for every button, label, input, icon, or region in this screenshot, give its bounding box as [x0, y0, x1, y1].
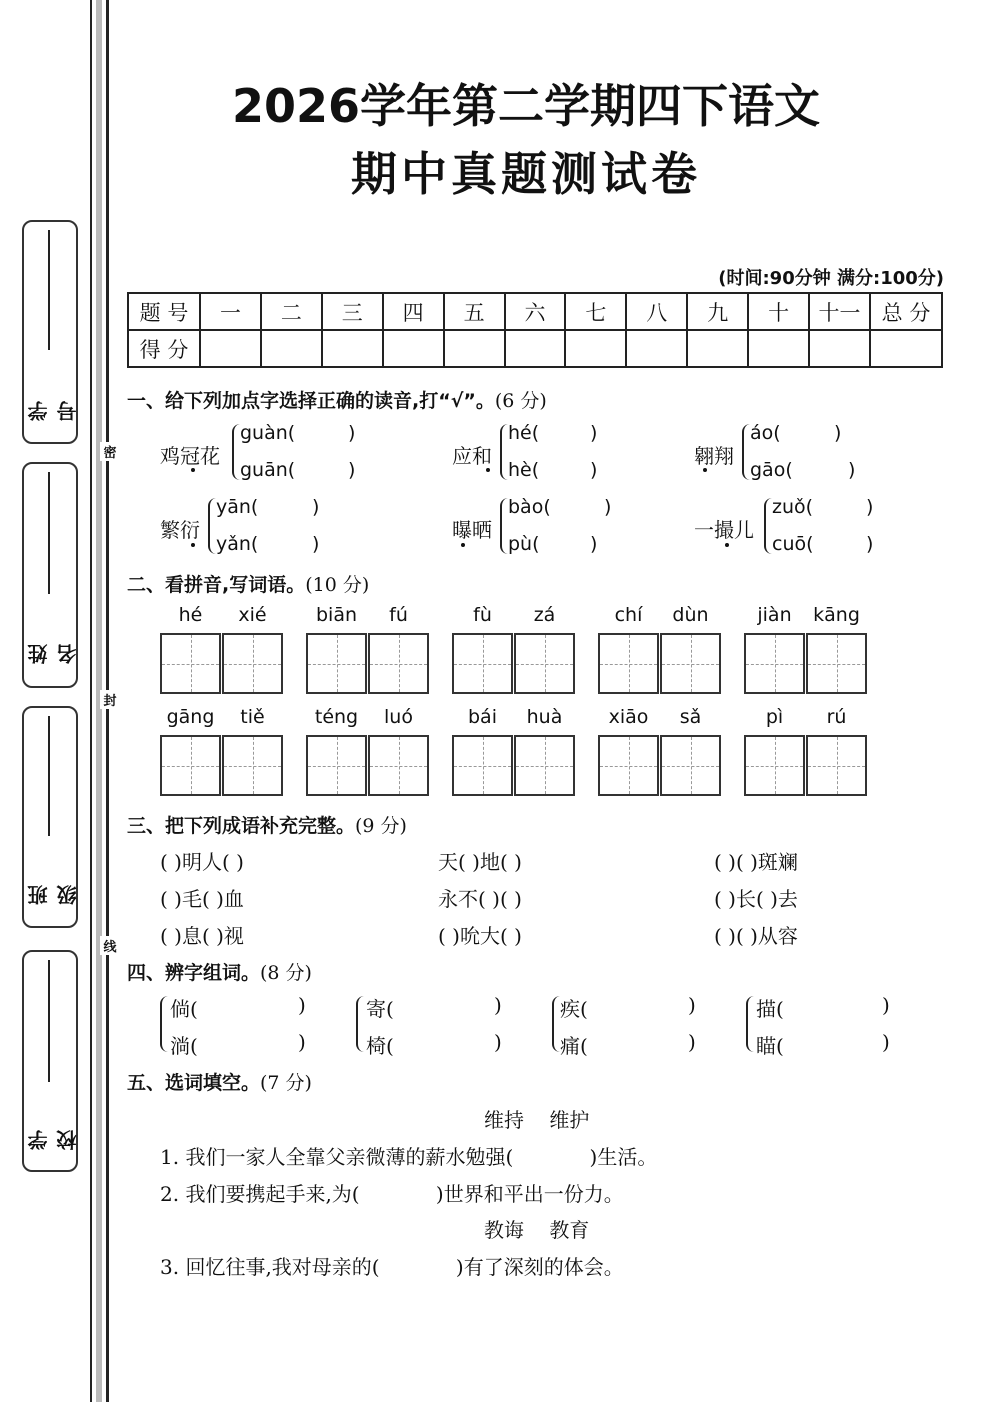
pinyin-syllable: huà	[526, 706, 563, 728]
s1-word-2: 应和	[452, 444, 492, 468]
writing-box[interactable]	[806, 735, 867, 796]
pinyin-syllable: pì	[765, 706, 784, 728]
paren-close: )	[866, 496, 874, 518]
question-2[interactable]: 2. 我们要携起手来,为( )世界和平出一份力。	[160, 1182, 624, 1206]
s1-word-4: 繁衍	[160, 518, 200, 542]
header-cell: 一	[200, 293, 261, 330]
student-id-label: 学 号	[27, 383, 80, 421]
writing-box[interactable]	[368, 735, 429, 796]
score-cell[interactable]	[809, 330, 870, 367]
header-cell: 十一	[809, 293, 870, 330]
s1-opt[interactable]: guān(	[240, 459, 296, 481]
s1-opt[interactable]: cuō(	[772, 533, 814, 555]
paren-close: )	[494, 1030, 502, 1054]
question-1[interactable]: 1. 我们一家人全靠父亲微薄的薪水勉强( )生活。	[160, 1145, 658, 1169]
header-cell: 题 号	[128, 293, 200, 330]
pinyin-syllable: xié	[238, 604, 267, 626]
paren-close: )	[590, 533, 598, 555]
writing-box[interactable]	[160, 735, 221, 796]
score-cell[interactable]	[505, 330, 566, 367]
s1-opt[interactable]: zuǒ(	[772, 496, 814, 518]
writing-box[interactable]	[306, 633, 367, 694]
student-name-box[interactable]	[22, 462, 78, 688]
paren-close: )	[882, 993, 890, 1017]
seal-mark-feng: 封	[100, 690, 120, 709]
section5-heading: 五、选词填空。(7 分)	[127, 1072, 312, 1094]
question-3[interactable]: 3. 回忆往事,我对母亲的( )有了深刻的体会。	[160, 1255, 624, 1279]
s1-opt[interactable]: áo(	[750, 422, 781, 444]
header-cell: 十	[748, 293, 809, 330]
paren-close: )	[348, 459, 356, 481]
header-cell: 二	[261, 293, 322, 330]
writing-box[interactable]	[598, 633, 659, 694]
exam-info: (时间:90分钟 满分:100分)	[718, 268, 944, 289]
score-cell[interactable]	[870, 330, 942, 367]
idiom-blank[interactable]: ( )( )斑斓	[714, 850, 798, 874]
char-group-item[interactable]: 寄(	[366, 997, 394, 1021]
pinyin-syllable: téng	[314, 706, 359, 728]
paren-close: )	[348, 422, 356, 444]
pinyin-syllable: rú	[826, 706, 847, 728]
pinyin-syllable: fú	[389, 604, 408, 626]
class-box[interactable]	[22, 706, 78, 928]
idiom-blank[interactable]: ( )息( )视	[160, 924, 244, 948]
header-cell: 六	[505, 293, 566, 330]
writing-box[interactable]	[306, 735, 367, 796]
header-cell: 五	[444, 293, 505, 330]
score-cell[interactable]	[261, 330, 322, 367]
emphasis-dot	[191, 468, 195, 472]
paren-close: )	[590, 422, 598, 444]
s1-word-6: 一撮儿	[694, 518, 754, 542]
section2-heading: 二、看拼音,写词语。(10 分)	[127, 574, 370, 596]
writing-box[interactable]	[222, 633, 283, 694]
idiom-blank[interactable]: ( )长( )去	[714, 887, 798, 911]
section4-heading: 四、辨字组词。(8 分)	[127, 962, 312, 984]
emphasis-dot	[725, 543, 729, 547]
pinyin-syllable: gāng	[166, 706, 215, 728]
class-label: 班 级	[27, 867, 80, 905]
score-table-score-row	[128, 330, 942, 367]
writing-box[interactable]	[368, 633, 429, 694]
char-group-item[interactable]: 倘(	[170, 997, 198, 1021]
word-choices-2: 教诲 教育	[484, 1218, 590, 1242]
emphasis-dot	[191, 543, 195, 547]
paren-close: )	[848, 459, 856, 481]
pinyin-syllable: luó	[384, 706, 413, 728]
pinyin-syllable: zá	[533, 604, 556, 626]
brace	[160, 996, 170, 1052]
score-cell[interactable]	[322, 330, 383, 367]
writing-box[interactable]	[514, 633, 575, 694]
s1-opt[interactable]: hé(	[508, 422, 540, 444]
char-group-item[interactable]: 描(	[756, 997, 784, 1021]
s1-opt[interactable]: yān(	[216, 496, 259, 518]
char-group-item[interactable]: 痛(	[560, 1034, 588, 1058]
seal-mark-mi: 密	[100, 442, 120, 461]
pinyin-syllable: chí	[614, 604, 643, 626]
word-choices-1: 维持 维护	[484, 1108, 590, 1132]
s1-word-5: 曝晒	[452, 518, 492, 542]
paren-close: )	[688, 1030, 696, 1054]
pinyin-syllable: bái	[468, 706, 497, 728]
paren-close: )	[312, 533, 320, 555]
paren-close: )	[494, 993, 502, 1017]
header-cell: 八	[626, 293, 687, 330]
idiom-blank[interactable]: ( )明人( )	[160, 850, 244, 874]
char-group-item[interactable]: 瞄(	[756, 1034, 784, 1058]
writing-box[interactable]	[744, 633, 805, 694]
s1-opt[interactable]: yǎn(	[216, 533, 259, 555]
writing-box[interactable]	[660, 735, 721, 796]
idiom-blank[interactable]: ( )毛( )血	[160, 887, 244, 911]
s1-word-1: 鸡冠花	[160, 444, 220, 468]
writing-box[interactable]	[514, 735, 575, 796]
writing-box[interactable]	[744, 735, 805, 796]
section1-heading: 一、给下列加点字选择正确的读音,打“√”。(6 分)	[127, 390, 547, 412]
score-table	[127, 292, 943, 368]
student-name-label: 姓 名	[27, 626, 80, 664]
writing-box[interactable]	[222, 735, 283, 796]
school-box[interactable]	[22, 950, 78, 1172]
emphasis-dot	[461, 543, 465, 547]
idiom-blank[interactable]: ( )( )从容	[714, 924, 798, 948]
pinyin-syllable: tiě	[240, 706, 265, 728]
emphasis-dot	[486, 468, 490, 472]
paren-close: )	[312, 496, 320, 518]
writing-box[interactable]	[660, 633, 721, 694]
s1-opt[interactable]: pù(	[508, 533, 540, 555]
pinyin-syllable: sǎ	[679, 706, 702, 728]
header-cell: 三	[322, 293, 383, 330]
pinyin-syllable: xiāo	[608, 706, 649, 728]
seal-mark-xian: 线	[100, 936, 120, 955]
score-cell[interactable]	[200, 330, 261, 367]
s1-word-3: 翱翔	[694, 444, 734, 468]
s1-opt[interactable]: gāo(	[750, 459, 793, 481]
score-cell[interactable]	[748, 330, 809, 367]
paren-close: )	[604, 496, 612, 518]
paren-close: )	[866, 533, 874, 555]
score-cell[interactable]	[687, 330, 748, 367]
score-cell[interactable]	[444, 330, 505, 367]
section3-heading: 三、把下列成语补充完整。(9 分)	[127, 815, 407, 837]
row-label: 得 分	[128, 330, 200, 367]
pinyin-syllable: biān	[315, 604, 358, 626]
s1-opt[interactable]: hè(	[508, 459, 540, 481]
paren-close: )	[882, 1030, 890, 1054]
writing-box[interactable]	[160, 633, 221, 694]
s1-opt[interactable]: bào(	[508, 496, 551, 518]
paren-close: )	[590, 459, 598, 481]
header-cell: 七	[565, 293, 626, 330]
idiom-blank[interactable]: ( )吮大( )	[438, 924, 522, 948]
header-cell: 总 分	[870, 293, 942, 330]
pinyin-syllable: hé	[178, 604, 203, 626]
pinyin-syllable: jiàn	[757, 604, 792, 626]
brace	[746, 996, 756, 1052]
page-title-line1: 2026学年第二学期四下语文	[231, 79, 821, 133]
paren-close: )	[688, 993, 696, 1017]
s1-opt[interactable]: guàn(	[240, 422, 296, 444]
page-title-line2: 期中真题测试卷	[351, 147, 701, 201]
paren-close: )	[298, 993, 306, 1017]
writing-box[interactable]	[452, 735, 513, 796]
school-label: 学 校	[27, 1112, 80, 1150]
writing-box[interactable]	[452, 633, 513, 694]
writing-box[interactable]	[806, 633, 867, 694]
idiom-blank[interactable]: 永不( )( )	[438, 887, 522, 911]
student-id-box[interactable]	[22, 220, 78, 444]
binding-line-outer	[90, 0, 92, 1402]
header-cell: 九	[687, 293, 748, 330]
header-cell: 四	[383, 293, 444, 330]
score-table-header-row	[128, 293, 942, 330]
emphasis-dot	[703, 468, 707, 472]
score-cell[interactable]	[383, 330, 444, 367]
paren-close: )	[298, 1030, 306, 1054]
score-cell[interactable]	[565, 330, 626, 367]
idiom-blank[interactable]: 天( )地( )	[438, 850, 522, 874]
char-group-item[interactable]: 疾(	[560, 997, 588, 1021]
char-group-item[interactable]: 淌(	[170, 1034, 198, 1058]
writing-box[interactable]	[598, 735, 659, 796]
score-cell[interactable]	[626, 330, 687, 367]
paren-close: )	[834, 422, 842, 444]
brace	[356, 996, 366, 1052]
char-group-item[interactable]: 椅(	[366, 1034, 394, 1058]
pinyin-syllable: dùn	[672, 604, 709, 626]
pinyin-syllable: fù	[473, 604, 492, 626]
pinyin-syllable: kāng	[813, 604, 860, 626]
